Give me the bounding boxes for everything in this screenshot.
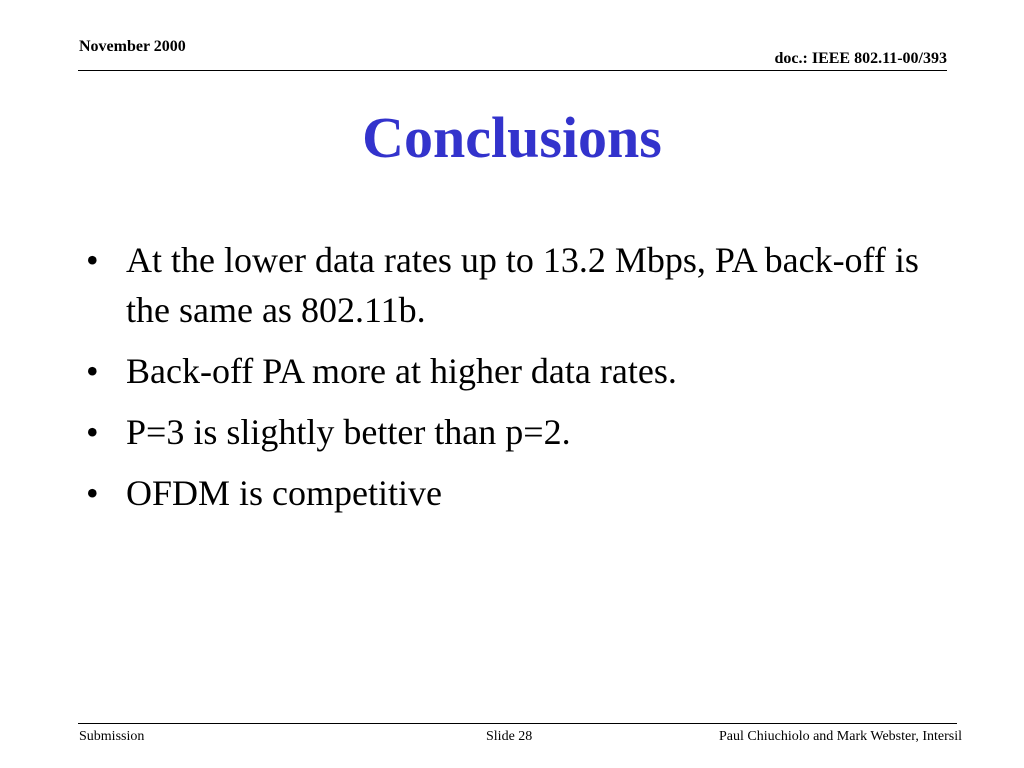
slide-title: Conclusions [362, 105, 662, 170]
bullet-text: Back-off PA more at higher data rates. [126, 351, 677, 391]
bullet-icon: • [86, 351, 99, 391]
bullet-item [86, 346, 946, 396]
bullet-text: OFDM is competitive [126, 473, 442, 513]
bullet-text: At the lower data rates up to 13.2 Mbps, PA back-off is the same as 802.11b. [126, 240, 919, 330]
bullet-icon: • [86, 412, 99, 452]
header-date: November 2000 [79, 38, 186, 55]
bullet-icon: • [86, 240, 99, 280]
header-divider [78, 70, 947, 71]
bullet-icon: • [86, 473, 99, 513]
footer-authors: Paul Chiuchiolo and Mark Webster, Intersil [718, 729, 962, 744]
footer-submission: Submission [79, 729, 145, 744]
bullet-item [86, 407, 946, 457]
footer-divider [78, 723, 957, 724]
bullet-item [86, 235, 946, 335]
header-document-id: doc.: IEEE 802.11-00/393 [774, 50, 947, 67]
footer-slide-number: Slide 28 [486, 729, 533, 744]
bullet-text: P=3 is slightly better than p=2. [126, 412, 571, 452]
bullet-list [86, 235, 946, 529]
bullet-item [86, 468, 946, 518]
